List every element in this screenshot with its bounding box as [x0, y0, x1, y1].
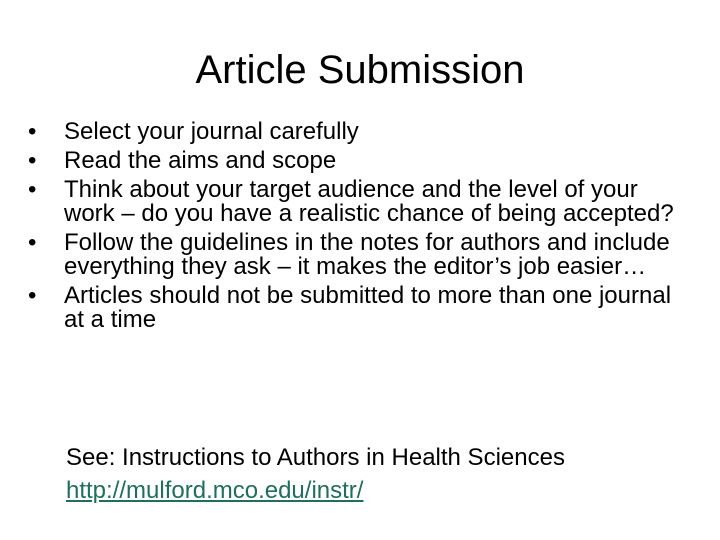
bullet-text: Follow the guidelines in the notes for authors and include everything they ask – it makes the editor’s job easier…: [64, 229, 670, 280]
bullet-item: [28, 178, 688, 226]
bullet-icon: •: [28, 282, 37, 309]
bullet-text: Read the aims and scope: [64, 147, 337, 174]
instructions-url-link[interactable]: http://mulford.mco.edu/instr/: [66, 477, 364, 504]
bullet-text: Select your journal carefully: [64, 118, 359, 145]
bullet-icon: •: [28, 229, 37, 256]
bullet-text: Articles should not be submitted to more than one journal at a time: [64, 282, 672, 333]
reference-link-line: [66, 477, 363, 505]
bullet-item: [28, 149, 688, 173]
slide-title: Article Submission: [195, 48, 525, 92]
bullet-icon: •: [28, 147, 37, 174]
bullet-text: Think about your target audience and the level of your work – do you have a realistic chance of being accepted?: [64, 176, 674, 227]
bullet-icon: •: [28, 118, 37, 145]
bullet-item: [28, 120, 688, 144]
bullet-item: [28, 231, 688, 279]
bullet-list: [28, 120, 688, 337]
bullet-icon: •: [28, 176, 37, 203]
bullet-item: [28, 284, 688, 332]
reference-text: See: Instructions to Authors in Health Sciences: [66, 444, 565, 471]
